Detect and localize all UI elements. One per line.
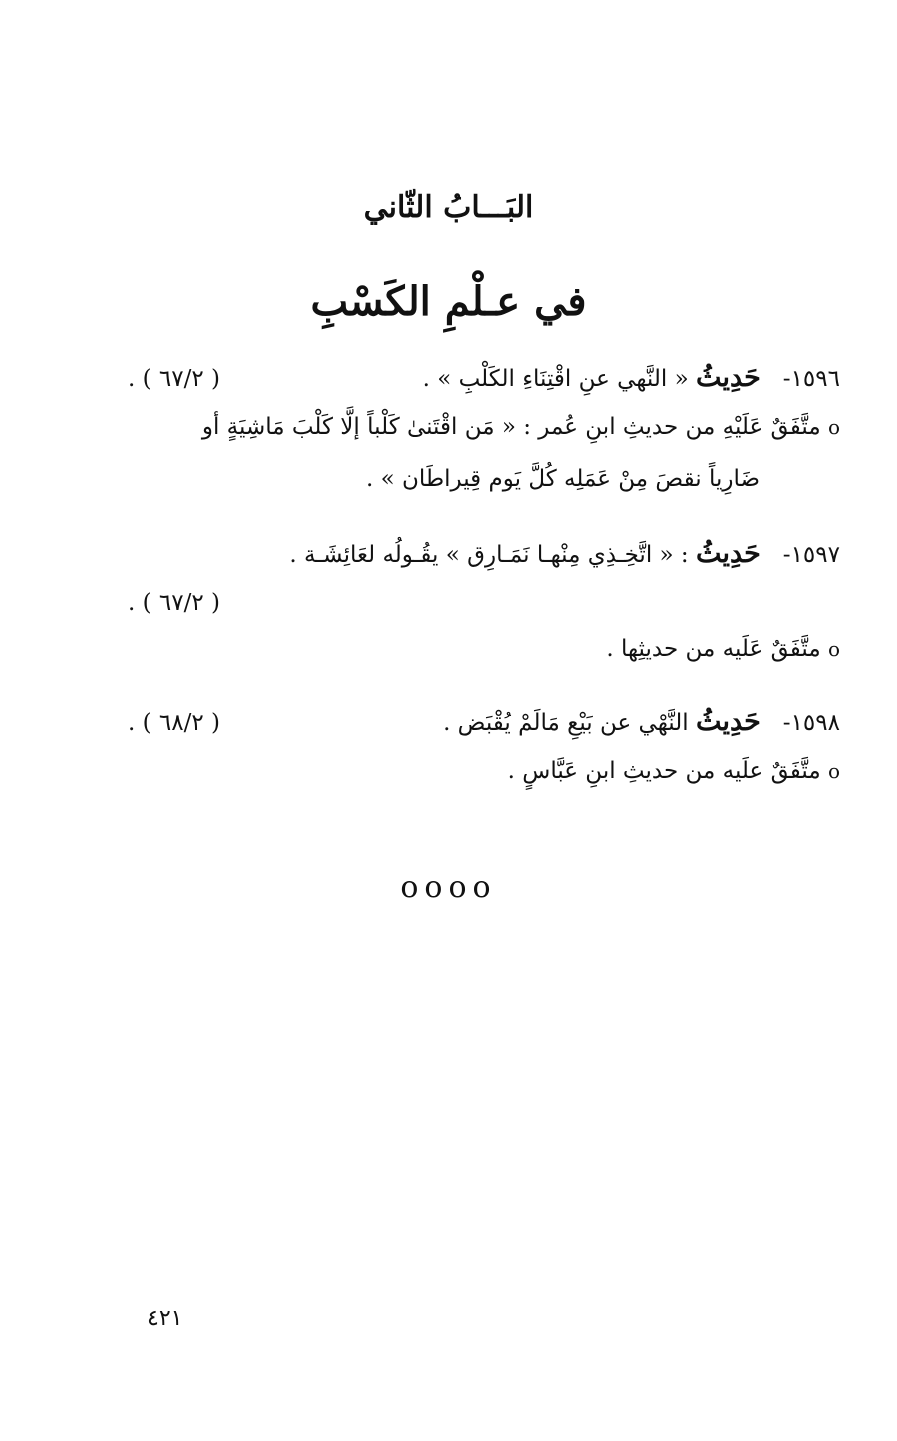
entry-line [128,538,840,570]
note-line [128,758,840,786]
note-line [128,636,840,664]
note-text: ضَارِياً نقصَ مِنْ عَمَلِه كُلَّ يَوم قِيراطَان » . [365,466,760,492]
note-line [128,414,840,442]
entry-reference-line [128,590,840,618]
hadith-keyword: حَدِيثُ [695,362,761,393]
chapter-heading: البَـــابُ الثّاني [363,190,534,225]
note-text: متَّفَقٌ عَلَيه من حديثِها . [606,636,821,662]
entry-line [128,362,840,394]
note-text: متَّفَقٌ عَلَيْهِ من حديثِ ابنِ عُمر : « مَن اقْتَنىٰ كَلْباً إلَّا كَلْبَ مَاشِيَةٍ أو [201,414,821,440]
hadith-keyword: حَدِيثُ [695,706,761,737]
entry-reference: . ( ٦٧/٢ ) [128,590,221,616]
entry-text: النَّهْي عن بَيْعِ مَالَمْ يُقْبَض . [443,710,689,736]
entry-text: « النَّهي عنِ اقْتِنَاءِ الكَلْبِ » . [422,366,689,392]
entry-reference: ( ٦٨/٢ ) . [128,710,221,736]
entry-main [423,362,840,394]
note-marker-icon: o [827,637,840,661]
note-marker-icon: o [827,415,840,439]
entry-number: ١٥٩٨- [782,710,840,736]
note-text: متَّفَقٌ علَيه من حديثِ ابنِ عَبَّاسٍ . [507,758,821,784]
entry-reference: ( ٦٧/٢ ) . [128,366,221,392]
note-line [128,466,760,494]
page-number: ٤٢١ [147,1306,183,1331]
hadith-keyword: حَدِيثُ [695,538,761,569]
section-separator: oooo [400,870,497,905]
chapter-title: في عـلْمِ الكَسْبِ [310,278,587,325]
entry-number: ١٥٩٧- [782,542,840,568]
entry-line [128,706,840,738]
note-marker-icon: o [827,759,840,783]
entry-number: ١٥٩٦- [782,366,840,392]
entry-text: : « اتَّخِـذِي مِنْهـا نَمَـارِق » يقُـولُه لعَائِشَـة . [289,542,689,568]
entry-main [443,706,840,738]
